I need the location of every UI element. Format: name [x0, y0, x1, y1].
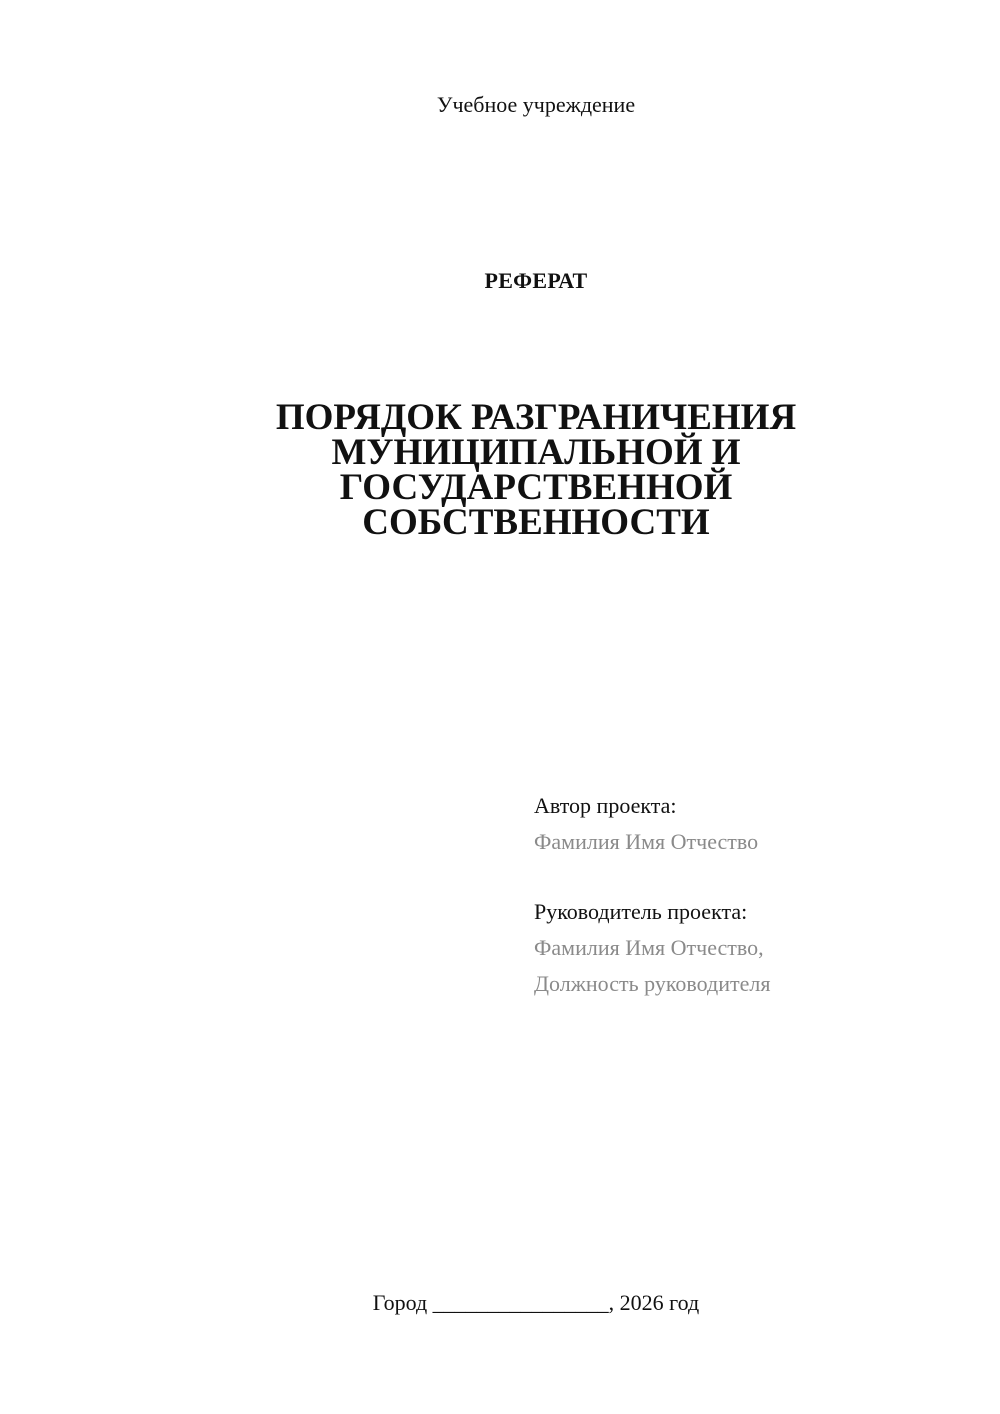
- title-line: ПОРЯДОК РАЗГРАНИЧЕНИЯ: [275, 397, 797, 438]
- supervisor-position: Должность руководителя: [534, 971, 771, 996]
- author-name: Фамилия Имя Отчество: [534, 829, 759, 854]
- authors-block: [534, 788, 954, 1002]
- document-type: РЕФЕРАТ: [484, 268, 588, 293]
- title-line: ГОСУДАРСТВЕННОЙ: [339, 467, 733, 508]
- document-title: [200, 397, 872, 543]
- institution-name: Учебное учреждение: [436, 92, 636, 117]
- title-line: СОБСТВЕННОСТИ: [362, 502, 710, 543]
- spacer: [534, 860, 954, 894]
- title-line: МУНИЦИПАЛЬНОЙ И: [331, 432, 741, 473]
- author-label: Автор проекта:: [534, 793, 677, 818]
- supervisor-name: Фамилия Имя Отчество,: [534, 935, 764, 960]
- city-year-footer: Город ________________, 2026 год: [372, 1290, 700, 1315]
- supervisor-label: Руководитель проекта:: [534, 899, 748, 924]
